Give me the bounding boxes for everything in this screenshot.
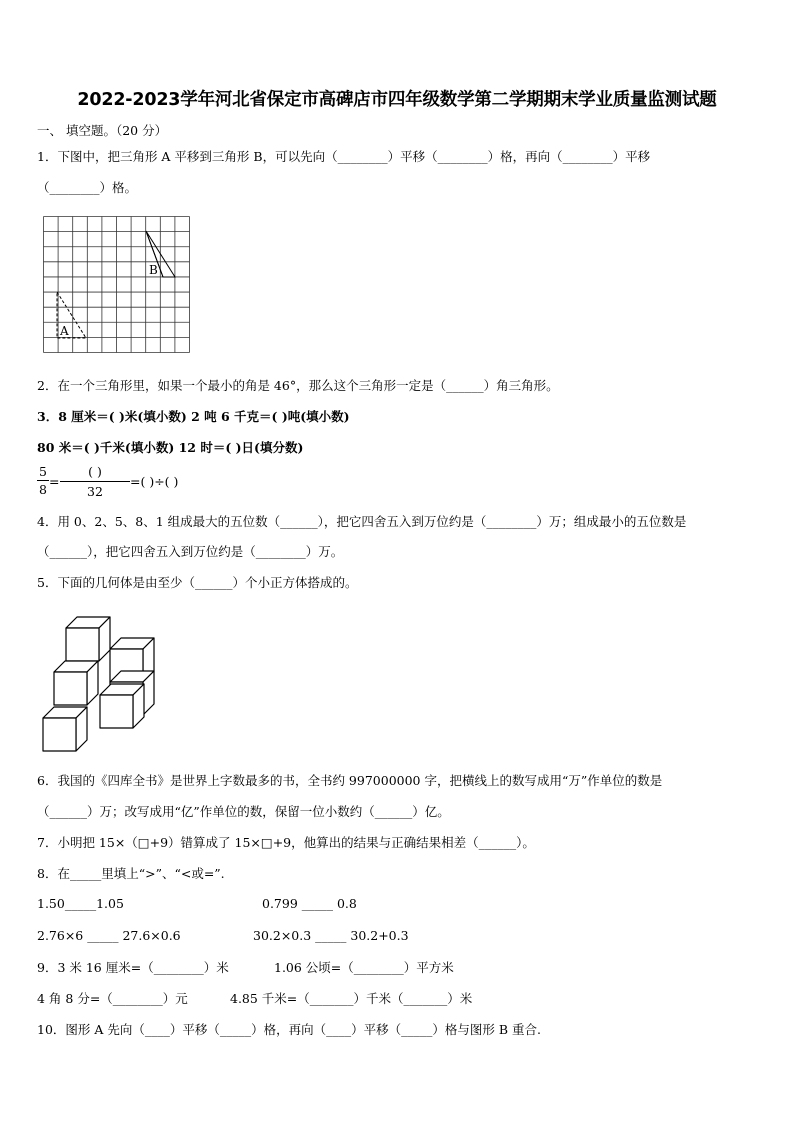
question-1-line-2: （________）格。: [37, 180, 138, 195]
question-8-item-d: 30.2×0.3 _____ 30.2+0.3: [253, 928, 409, 943]
question-4-line-2: （______），把它四舍五入到万位约是（________）万。: [37, 544, 344, 559]
question-9-item-d: 4.85 千米=（_______）千米（_______）米: [230, 991, 473, 1006]
cube-stack-figure: [40, 612, 160, 754]
fraction-denominator: 8: [39, 482, 47, 497]
question-8-item-c: 2.76×6 _____ 27.6×0.6: [37, 928, 181, 943]
fraction-numerator: 5: [39, 464, 47, 479]
question-4-line-1: 4．用 0、2、5、8、1 组成最大的五位数（______），把它四舍五入到万位约是（________）万；组成最小的五位数是: [37, 514, 687, 529]
question-9-item-b: 1.06 公顷=（________）平方米: [274, 960, 454, 975]
question-6-line-2: （______）万；改写成用“亿”作单位的数，保留一位小数约（______）亿。: [37, 804, 450, 819]
question-2: 2．在一个三角形里，如果一个最小的角是 46°，那么这个三角形一定是（______）角三角形。: [37, 378, 559, 393]
cube-mid-bottom: [100, 684, 144, 728]
question-8-item-b: 0.799 _____ 0.8: [262, 896, 357, 911]
page-title: 2022-2023学年河北省保定市高碑店市四年级数学第二学期期末学业质量监测试题: [77, 90, 717, 110]
question-5: 5．下面的几何体是由至少（______）个小正方体搭成的。: [37, 575, 358, 590]
fraction-five-eighths: [37, 464, 49, 497]
question-1-line-1: 1．下图中，把三角形 A 平移到三角形 B，可以先向（________）平移（________）格，再向（________）平移: [37, 149, 651, 164]
translation-grid-figure: [43, 216, 191, 353]
question-8-item-a: 1.50_____1.05: [37, 896, 124, 911]
exam-page: 2022-2023学年河北省保定市高碑店市四年级数学第二学期期末学业质量监测试题 一、 填空题。（20 分） 1．下图中，把三角形 A 平移到三角形 B，可以先向（________）平移（________）格，再向（________）平移 （________）格。 B A 2．在一个三角形里，如果一个最小的角是 46°，那么这个三角形一定是（______）角三角形。 3．8 厘米＝( )米(填小数) 2 吨 6 千克＝( )吨(填小数) 80 米＝( )千米(填小数) 12 时＝( )日(填分数) 5 8 = ( ) 32 =( )÷( ) 4．用 0、2、5、8、1 组成最大的五位数（______），把它四舍五入到万位约是（________）万；组成最小的五位数是 （______），把它四舍五入到万位约是（________）万。 5．下面的几何体是由至少（______）个小正方体搭成的。 6．我国的《四库全书》是世界上字数最多的书，全书约 997000000 字，把横线上的数写成用“万”作单位的数是 （______）万；改写成用“亿”作单位的数，保留一位小数约（______）亿。 7．小明把 15×（□+9）错算成了 15×□+9，他算出的结果与正确结果相差（______）。 8．在_____里填上“>”、“<或=”. 1.50_____1.05 0.799 _____ 0.8 2.76×6 _____ 27.6×0.6 30.2×0.3 _____ 30.2+0.3 9．3 米 16 厘米=（________）米 1.06 公顷=（________）平方米 4 角 8 分=（________）元 4.85 千米=（_______）千米（_______）米 10．图形 A 先向（____）平移（_____）格，再向（____）平移（_____）格与图形 B 重合.: [0, 0, 794, 1123]
cube-tower-top: [66, 617, 110, 661]
question-8: 8．在_____里填上“>”、“<或=”.: [37, 866, 225, 881]
fraction-blank-numerator: ( ): [88, 464, 102, 479]
question-6-line-1: 6．我国的《四库全书》是世界上字数最多的书，全书约 997000000 字，把横线上的数写成用“万”作单位的数是: [37, 773, 663, 788]
question-3-line-2: 80 米＝( )千米(填小数) 12 时＝( )日(填分数): [37, 440, 304, 455]
fraction-blank-denominator: 32: [87, 484, 103, 499]
question-3-line-1: 3．8 厘米＝( )米(填小数) 2 吨 6 千克＝( )吨(填小数): [37, 409, 350, 424]
triangle-a-label: A: [60, 324, 69, 338]
question-9-item-c: 4 角 8 分=（________）元: [37, 991, 188, 1006]
triangle-b-label: B: [149, 263, 158, 277]
question-10: 10．图形 A 先向（____）平移（_____）格，再向（____）平移（_____）格与图形 B 重合.: [37, 1022, 541, 1037]
cube-left-middle: [54, 661, 98, 705]
question-9-item-a: 9．3 米 16 厘米=（________）米: [37, 960, 229, 975]
cube-left-bottom: [43, 707, 87, 751]
section-heading: 一、 填空题。（20 分）: [37, 123, 168, 138]
question-3-division: =( )÷( ): [130, 474, 179, 489]
question-7: 7．小明把 15×（□+9）错算成了 15×□+9，他算出的结果与正确结果相差（______）。: [37, 835, 535, 850]
